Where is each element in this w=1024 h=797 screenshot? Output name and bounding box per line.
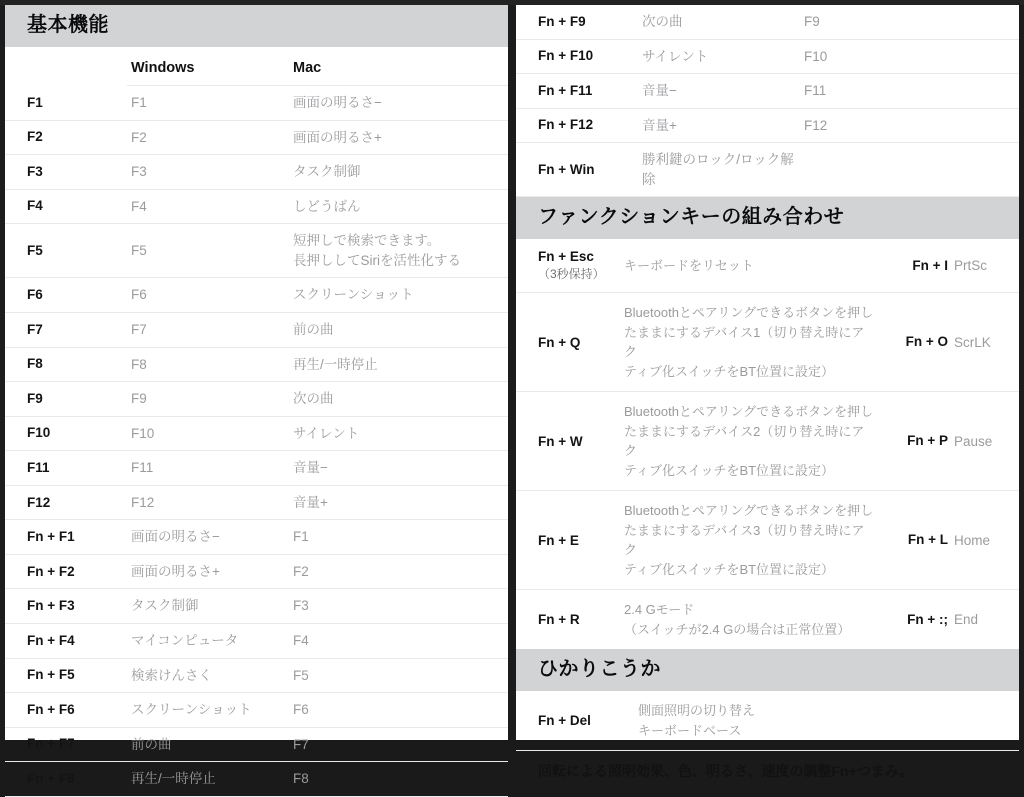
combo-alt-value-cell — [951, 239, 1019, 293]
row-mac-cell — [289, 416, 508, 451]
basic-functions-continued-table — [516, 5, 1019, 197]
row-windows-cell — [638, 143, 800, 197]
windows-value: 音量− — [642, 83, 677, 99]
mac-value: F3 — [293, 598, 309, 614]
combo-alt-value-cell — [951, 590, 1019, 650]
windows-value: F10 — [131, 425, 155, 441]
basic-functions-table — [5, 47, 508, 797]
windows-value: F5 — [131, 243, 147, 259]
row-windows-cell — [127, 312, 289, 347]
column-header-windows: Windows — [127, 47, 289, 86]
light-note-text: 回転による照明効果、色、明るさ、速度の調整Fn+つまみ。 — [538, 763, 914, 780]
mac-value: 短押しで検索できます。 長押ししてSiriを活性化する — [293, 233, 461, 268]
column-header-mac: Mac — [289, 47, 508, 86]
table-row — [5, 693, 508, 728]
windows-value: サイレント — [642, 48, 709, 64]
row-mac-cell — [289, 693, 508, 728]
table-row — [5, 762, 508, 797]
windows-value: F12 — [131, 494, 155, 510]
windows-value: F4 — [131, 198, 147, 214]
row-key-cell — [5, 155, 127, 190]
row-windows-cell — [127, 589, 289, 624]
windows-value: 画面の明るさ− — [131, 529, 220, 545]
row-key-cell — [5, 189, 127, 224]
combo-description-cell — [612, 590, 877, 650]
row-mac-cell — [289, 554, 508, 589]
description-value: Bluetoothとペアリングできるボタンを押し たままにするデバイス1（切り替え時にアク ティブ化スイッチをBT位置に設定） — [624, 305, 874, 379]
page-gutter — [508, 0, 516, 740]
table-row — [5, 727, 508, 762]
row-key-cell — [5, 589, 127, 624]
row-windows-cell — [127, 624, 289, 659]
left-page — [5, 5, 508, 787]
combo-alt-key-cell — [877, 590, 951, 650]
row-windows-cell — [127, 189, 289, 224]
mac-value: F7 — [293, 736, 309, 752]
combo-key-cell — [516, 293, 612, 392]
light-note-cell — [516, 751, 1019, 793]
mac-value: しどうばん — [293, 198, 361, 214]
table-row — [5, 312, 508, 347]
mac-value: タスク制御 — [293, 164, 361, 180]
light-effects-body — [516, 691, 1019, 793]
table-row — [5, 278, 508, 313]
key-label: Fn + Q — [538, 334, 581, 350]
row-mac-cell — [289, 485, 508, 520]
combo-alt-key-cell — [877, 293, 951, 392]
table-row — [5, 554, 508, 589]
row-mac-cell — [800, 5, 1019, 39]
alt-key-label: Fn + :; — [907, 611, 948, 627]
row-mac-cell — [289, 120, 508, 155]
windows-value: F11 — [131, 460, 154, 476]
key-label: Fn + F1 — [27, 529, 75, 545]
key-label: Fn + F5 — [27, 667, 75, 683]
mac-value: F9 — [804, 14, 820, 29]
row-mac-cell — [289, 762, 508, 797]
mac-value: F5 — [293, 667, 309, 683]
key-label: Fn + E — [538, 532, 579, 548]
basic-functions-continued-body — [516, 5, 1019, 197]
windows-value: F1 — [131, 95, 147, 110]
windows-value: スクリーンショット — [131, 702, 252, 718]
row-mac-cell — [289, 589, 508, 624]
row-mac-cell — [289, 278, 508, 313]
combo-alt-key-cell — [877, 239, 951, 293]
key-label: Fn + R — [538, 612, 580, 628]
row-key-cell — [516, 74, 638, 109]
description-value: Bluetoothとペアリングできるボタンを押し たままにするデバイス3（切り替え時にアク ティブ化スイッチをBT位置に設定） — [624, 503, 874, 577]
row-key-cell — [5, 312, 127, 347]
row-key-cell — [516, 5, 638, 39]
key-label: F3 — [27, 163, 43, 179]
combo-alt-value-cell — [951, 293, 1019, 392]
function-key-combo-table — [516, 239, 1019, 649]
table-row — [5, 86, 508, 121]
windows-value: 音量+ — [642, 117, 677, 133]
windows-value: 画面の明るさ+ — [131, 563, 220, 579]
combo-key-cell — [516, 590, 612, 650]
description-value: 2.4 Gモード （スイッチが2.4 Gの場合は正常位置） — [624, 602, 851, 637]
light-description-cell — [626, 691, 1019, 751]
key-label: F8 — [27, 356, 43, 372]
combo-row — [516, 392, 1019, 491]
key-label: Fn + F11 — [538, 82, 593, 98]
table-row — [516, 108, 1019, 143]
row-windows-cell — [127, 347, 289, 382]
combo-row — [516, 590, 1019, 650]
row-mac-cell — [289, 451, 508, 486]
top-edge-band — [0, 0, 1024, 5]
key-label: Fn + F9 — [538, 13, 586, 29]
row-key-cell — [5, 520, 127, 555]
row-mac-cell — [289, 312, 508, 347]
alt-key-label: Fn + L — [907, 532, 948, 548]
key-label: F6 — [27, 287, 43, 303]
table-row — [5, 520, 508, 555]
alt-key-value: End — [954, 612, 979, 628]
combo-key-cell — [516, 392, 612, 491]
key-label: Fn + F10 — [538, 48, 594, 64]
combo-description-cell — [612, 491, 877, 590]
row-mac-cell — [800, 143, 1019, 197]
table-row — [5, 347, 508, 382]
key-label: F12 — [27, 494, 51, 510]
row-windows-cell — [638, 39, 800, 74]
mac-value: 前の曲 — [293, 321, 334, 337]
mac-value: F4 — [293, 633, 309, 648]
row-mac-cell — [289, 86, 508, 121]
mac-value: F10 — [804, 48, 828, 64]
row-key-cell — [516, 108, 638, 143]
combo-description-cell — [612, 239, 877, 293]
key-label: F2 — [27, 129, 43, 145]
combo-alt-value-cell — [951, 392, 1019, 491]
combo-description-cell — [612, 293, 877, 392]
row-windows-cell — [127, 762, 289, 797]
row-windows-cell — [638, 108, 800, 143]
windows-value: 勝利鍵のロック/ロック解除 — [642, 152, 794, 187]
row-key-cell — [5, 86, 127, 121]
combo-row — [516, 491, 1019, 590]
key-label: F4 — [27, 198, 43, 214]
section-title: ファンクションキーの組み合わせ — [538, 206, 845, 229]
row-key-cell — [5, 120, 127, 155]
key-label: Fn + F2 — [27, 563, 75, 579]
windows-value: F2 — [131, 129, 147, 145]
row-windows-cell — [127, 451, 289, 486]
mac-value: F6 — [293, 702, 309, 718]
key-label: F5 — [27, 242, 43, 258]
description-value: Bluetoothとペアリングできるボタンを押し たままにするデバイス2（切り替え時にアク ティブ化スイッチをBT位置に設定） — [624, 404, 874, 478]
windows-value: 前の曲 — [131, 736, 172, 752]
key-label: F9 — [27, 390, 43, 406]
description-value: 側面照明の切り替え キーボードベース — [638, 703, 756, 738]
key-label: Fn + F7 — [27, 736, 75, 752]
table-row — [516, 5, 1019, 39]
key-sublabel: （3秒保持） — [538, 267, 605, 282]
key-label: F1 — [27, 94, 43, 110]
row-mac-cell — [289, 189, 508, 224]
mac-value: スクリーンショット — [293, 287, 414, 303]
row-windows-cell — [127, 224, 289, 278]
row-windows-cell — [127, 120, 289, 155]
table-header-row — [5, 47, 508, 86]
mac-value: サイレント — [293, 425, 360, 441]
windows-value: F7 — [131, 321, 147, 337]
mac-value: 音量+ — [293, 494, 328, 510]
combo-alt-key-cell — [877, 491, 951, 590]
table-row — [5, 589, 508, 624]
row-windows-cell — [127, 520, 289, 555]
mac-value: F12 — [804, 117, 828, 133]
row-key-cell — [5, 485, 127, 520]
key-label: Fn + Del — [538, 713, 591, 729]
mac-value: 次の曲 — [293, 391, 334, 407]
windows-value: F9 — [131, 391, 147, 407]
row-windows-cell — [127, 727, 289, 762]
windows-value: マイコンピュータ — [131, 633, 239, 648]
row-key-cell — [5, 347, 127, 382]
table-row — [5, 155, 508, 190]
combo-description-cell — [612, 392, 877, 491]
windows-value: F8 — [131, 356, 147, 372]
row-key-cell — [5, 278, 127, 313]
windows-value: 検索けんさく — [131, 667, 212, 683]
row-mac-cell — [800, 74, 1019, 109]
table-row — [5, 120, 508, 155]
table-row — [5, 416, 508, 451]
section-title: ひかりこうか — [538, 658, 661, 681]
row-mac-cell — [289, 155, 508, 190]
row-mac-cell — [800, 108, 1019, 143]
row-mac-cell — [289, 347, 508, 382]
key-label: Fn + F4 — [27, 632, 75, 648]
key-label: Fn + Win — [538, 161, 595, 177]
mac-value: 画面の明るさ+ — [293, 129, 382, 145]
table-row — [5, 658, 508, 693]
key-label: Fn + F12 — [538, 117, 594, 133]
basic-functions-body — [5, 86, 508, 797]
section-title: 基本機能 — [27, 14, 109, 36]
row-key-cell — [5, 382, 127, 417]
table-row — [516, 39, 1019, 74]
combo-row — [516, 239, 1019, 293]
combo-alt-key-cell — [877, 392, 951, 491]
section-header-basic-functions — [5, 5, 508, 47]
row-key-cell — [516, 39, 638, 74]
light-effects-table — [516, 691, 1019, 793]
alt-key-label: Fn + I — [912, 257, 948, 273]
mac-value: F2 — [293, 563, 309, 579]
table-row — [5, 189, 508, 224]
key-label: Fn + F3 — [27, 598, 75, 614]
row-key-cell — [5, 693, 127, 728]
row-mac-cell — [289, 727, 508, 762]
light-key-cell — [516, 691, 626, 751]
table-row — [5, 382, 508, 417]
row-windows-cell — [127, 382, 289, 417]
windows-value: 再生/一時停止 — [131, 771, 216, 787]
row-key-cell — [516, 143, 638, 197]
mac-value: 再生/一時停止 — [293, 356, 378, 372]
combo-key-cell — [516, 239, 612, 293]
windows-value: F6 — [131, 287, 147, 303]
row-mac-cell — [289, 382, 508, 417]
row-windows-cell — [638, 5, 800, 39]
alt-key-label: Fn + O — [905, 334, 948, 350]
row-key-cell — [5, 224, 127, 278]
table-row — [5, 451, 508, 486]
table-row — [5, 624, 508, 659]
windows-value: タスク制御 — [131, 598, 199, 614]
row-key-cell — [5, 658, 127, 693]
row-mac-cell — [800, 39, 1019, 74]
alt-key-value: ScrLK — [954, 334, 991, 350]
row-windows-cell — [127, 554, 289, 589]
windows-value: F3 — [131, 164, 147, 180]
combo-key-cell — [516, 491, 612, 590]
row-key-cell — [5, 451, 127, 486]
row-windows-cell — [127, 693, 289, 728]
key-label: Fn + Esc — [538, 249, 594, 265]
row-mac-cell — [289, 224, 508, 278]
light-note-row — [516, 751, 1019, 793]
row-key-cell — [5, 624, 127, 659]
table-row — [516, 74, 1019, 109]
right-page — [516, 5, 1019, 780]
row-windows-cell — [127, 155, 289, 190]
row-windows-cell — [127, 278, 289, 313]
light-row — [516, 691, 1019, 751]
alt-key-value: PrtSc — [954, 258, 988, 274]
alt-key-value: Pause — [954, 433, 993, 449]
row-windows-cell — [127, 86, 289, 121]
mac-value: F1 — [293, 529, 309, 545]
mac-value: F8 — [293, 771, 309, 787]
key-label: F7 — [27, 321, 43, 337]
section-header-light-effects — [516, 649, 1019, 691]
row-mac-cell — [289, 658, 508, 693]
alt-key-label: Fn + P — [907, 433, 948, 449]
combo-row — [516, 293, 1019, 392]
key-label: Fn + W — [538, 433, 583, 449]
mac-value: 画面の明るさ− — [293, 95, 382, 110]
table-row — [516, 143, 1019, 197]
section-header-function-key-combos — [516, 197, 1019, 239]
row-key-cell — [5, 762, 127, 797]
mac-value: 音量− — [293, 460, 328, 476]
key-label: Fn + F6 — [27, 701, 75, 717]
alt-key-value: Home — [954, 532, 991, 548]
key-label: F10 — [27, 425, 51, 441]
key-label: F11 — [27, 459, 50, 475]
combo-alt-value-cell — [951, 491, 1019, 590]
table-row — [5, 485, 508, 520]
row-key-cell — [5, 416, 127, 451]
function-key-combo-body — [516, 239, 1019, 649]
windows-value: 次の曲 — [642, 14, 683, 29]
table-row — [5, 224, 508, 278]
row-windows-cell — [127, 658, 289, 693]
row-mac-cell — [289, 520, 508, 555]
row-windows-cell — [638, 74, 800, 109]
row-windows-cell — [127, 485, 289, 520]
key-label: Fn + F8 — [27, 771, 75, 787]
row-key-cell — [5, 727, 127, 762]
mac-value: F11 — [804, 83, 827, 99]
row-key-cell — [5, 554, 127, 589]
description-value: キーボードをリセット — [624, 258, 754, 274]
column-header-key — [5, 47, 127, 86]
row-mac-cell — [289, 624, 508, 659]
row-windows-cell — [127, 416, 289, 451]
